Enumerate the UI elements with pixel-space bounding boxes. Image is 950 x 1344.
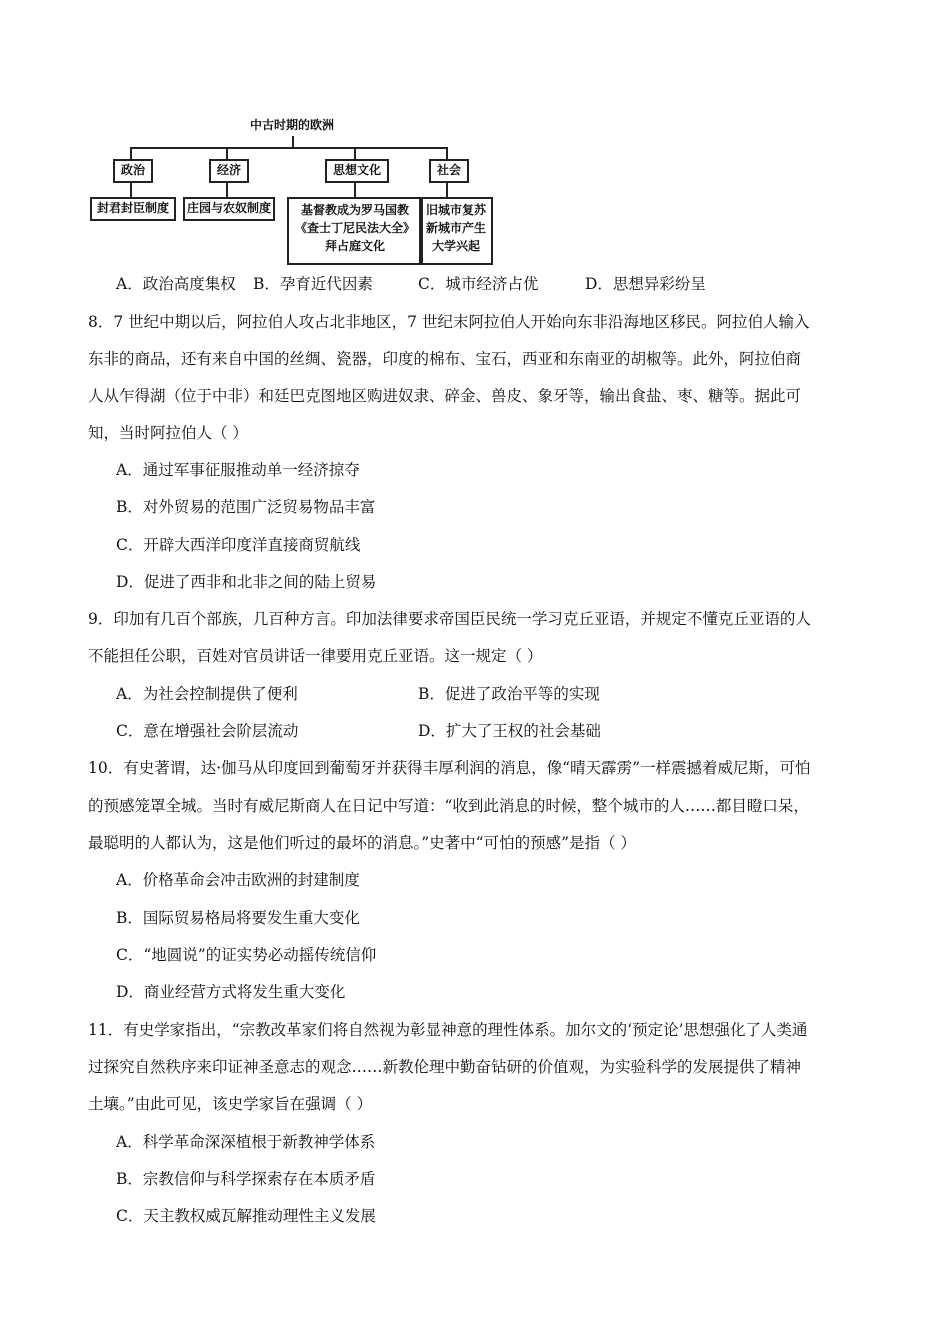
question-text: 人从乍得湖（位于中非）和廷巴克图地区购进奴隶、碎金、兽皮、象牙等，输出食盐、枣、糖等。据此可	[88, 387, 802, 405]
detail-text: 庄园与农奴制度	[186, 201, 271, 215]
question-text: 8．7 世纪中期以后，阿拉伯人攻占北非地区，7 世纪末阿拉伯人开始向东非沿海地区移民。阿拉伯人输入	[88, 313, 810, 331]
diagram-title: 中古时期的欧洲	[250, 118, 335, 132]
category-label: 政治	[120, 163, 145, 177]
detail-text: 新城市产生	[425, 221, 486, 235]
question-text: 最聪明的人都认为，这是他们听过的最坏的消息。”史著中“可怕的预感”是指（ ）	[88, 834, 636, 852]
category-culture	[325, 159, 389, 183]
question-text: 过探究自然秩序来印证神圣意志的观念……新教伦理中勤奋钻研的价值观，为实验科学的发展提供了精神	[88, 1058, 802, 1076]
option: A．为社会控制提供了便利	[116, 685, 298, 703]
question-text: 不能担任公职，百姓对官员讲话一律要用克丘亚语。这一规定（ ）	[88, 647, 543, 665]
category-economy	[209, 159, 249, 183]
category-politics	[113, 159, 153, 183]
option: B．宗教信仰与科学探索存在本质矛盾	[116, 1170, 376, 1188]
question-text: 知，当时阿拉伯人（ ）	[88, 424, 248, 442]
question-text: 10．有史著谓，达·伽马从印度回到葡萄牙并获得丰厚利润的消息，像“晴天霹雳”一样震撼着威尼斯，可怕	[88, 759, 811, 777]
detail-text: 大学兴起	[431, 239, 480, 253]
option: B．促进了政治平等的实现	[418, 685, 600, 703]
diagram-connector	[130, 147, 132, 159]
diagram-connector	[446, 147, 448, 159]
option: C．开辟大西洋印度洋直接商贸航线	[116, 536, 361, 554]
option: A．通过军事征服推动单一经济掠夺	[116, 461, 360, 479]
diagram-connector	[354, 181, 356, 197]
category-label: 社会	[436, 163, 461, 177]
detail-text: 基督教成为罗马国教	[300, 203, 409, 217]
diagram-connector	[130, 181, 132, 197]
detail-text: 拜占庭文化	[324, 239, 385, 253]
question-text: 11．有史学家指出，“宗教改革家们将自然视为彰显神意的理性体系。加尔文的‘预定论’思想强化了人类通	[88, 1021, 808, 1039]
diagram-connector	[130, 147, 448, 149]
option: C．天主教权威瓦解推动理性主义发展	[116, 1207, 376, 1225]
option: A．政治高度集权	[116, 275, 236, 293]
detail-text: 封君封臣制度	[96, 201, 169, 215]
detail-text: 《查士丁尼民法大全》	[294, 221, 415, 235]
detail-economy	[183, 197, 275, 221]
option: D．促进了西非和北非之间的陆上贸易	[116, 573, 377, 591]
detail-text: 旧城市复苏	[425, 203, 486, 217]
category-society	[429, 159, 469, 183]
detail-culture	[287, 197, 423, 265]
option: B．国际贸易格局将要发生重大变化	[116, 909, 360, 927]
detail-politics	[90, 197, 176, 221]
option: A．价格革命会冲击欧洲的封建制度	[116, 871, 360, 889]
question-text: 土壤。”由此可见，该史学家旨在强调（ ）	[88, 1095, 373, 1113]
diagram-connector	[226, 181, 228, 197]
question-text: 东非的商品，还有来自中国的丝绸、瓷器，印度的棉布、宝石，西亚和东南亚的胡椒等。此外，阿拉伯商	[88, 350, 802, 368]
option: A．科学革命深深植根于新教神学体系	[116, 1133, 376, 1151]
option: D．思想异彩纷呈	[585, 275, 706, 293]
diagram-connector	[226, 147, 228, 159]
category-label: 经济	[216, 163, 241, 177]
option: D．扩大了王权的社会基础	[418, 722, 601, 740]
option: C．意在增强社会阶层流动	[116, 722, 299, 740]
option: D．商业经营方式将发生重大变化	[116, 983, 346, 1001]
diagram-connector	[446, 181, 448, 197]
diagram-connector	[354, 147, 356, 159]
option: B．孕育近代因素	[253, 275, 373, 293]
option: B．对外贸易的范围广泛贸易物品丰富	[116, 498, 376, 516]
detail-society	[419, 197, 493, 265]
category-label: 思想文化	[332, 163, 381, 177]
option: C．“地圆说”的证实势必动摇传统信仰	[116, 946, 377, 964]
question-text: 的预感笼罩全城。当时有威尼斯商人在日记中写道：“收到此消息的时候，整个城市的人……都目瞪口呆，	[88, 797, 809, 815]
question-text: 9．印加有几百个部族，几百种方言。印加法律要求帝国臣民统一学习克丘亚语，并规定不懂克丘亚语的人	[88, 610, 811, 628]
option: C．城市经济占优	[418, 275, 539, 293]
